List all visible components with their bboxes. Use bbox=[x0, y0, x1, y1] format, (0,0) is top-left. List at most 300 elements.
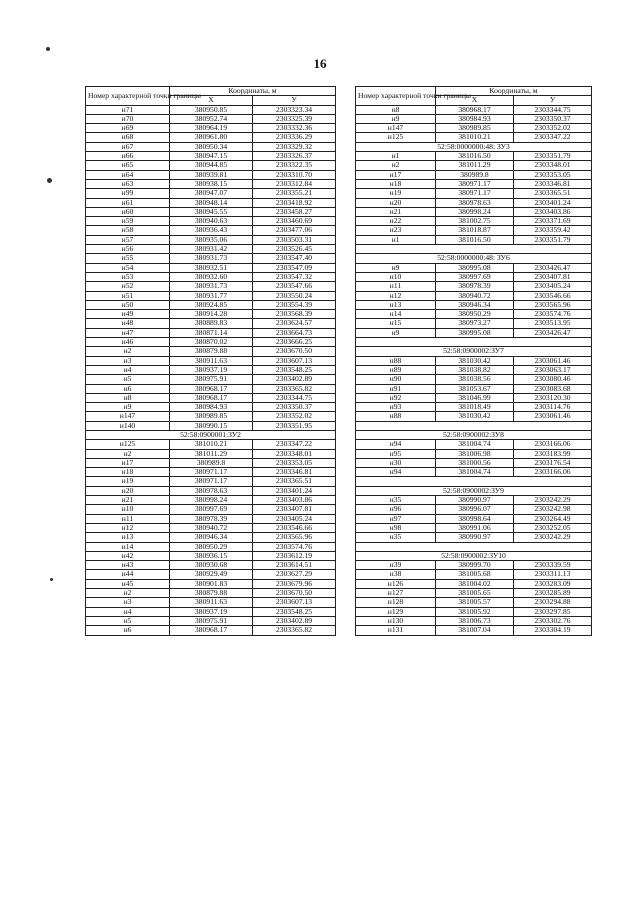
table-row bbox=[86, 282, 336, 291]
x-coord-cell: 380936.43 bbox=[170, 226, 253, 235]
y-coord-cell: 2303365.51 bbox=[514, 189, 592, 198]
x-coord-cell: 381030.42 bbox=[436, 356, 514, 365]
x-coord-cell: 380939.81 bbox=[170, 170, 253, 179]
y-coord-cell: 2303402.89 bbox=[253, 616, 336, 625]
y-coord-cell: 2303336.29 bbox=[253, 133, 336, 142]
scan-speck bbox=[46, 47, 50, 51]
point-id-cell: н45 bbox=[86, 579, 170, 588]
y-coord-cell: 2303061.46 bbox=[514, 412, 592, 421]
point-id-cell: н89 bbox=[356, 365, 436, 374]
x-coord-cell: 380990.97 bbox=[436, 496, 514, 505]
point-id-cell: н13 bbox=[86, 533, 170, 542]
y-coord-cell: 2303348.01 bbox=[514, 161, 592, 170]
y-coord-cell: 2303344.75 bbox=[253, 393, 336, 402]
x-coord-cell: 381004.74 bbox=[436, 440, 514, 449]
point-id-cell: н60 bbox=[86, 207, 170, 216]
point-id-cell: н126 bbox=[356, 579, 436, 588]
header-y-label: У bbox=[253, 96, 336, 105]
table-row bbox=[86, 449, 336, 458]
y-coord-cell: 2303322.35 bbox=[253, 161, 336, 170]
x-coord-cell: 381006.98 bbox=[436, 449, 514, 458]
y-coord-cell: 2303114.76 bbox=[514, 403, 592, 412]
x-coord-cell: 381053.67 bbox=[436, 384, 514, 393]
x-coord-cell: 380971.17 bbox=[170, 477, 253, 486]
point-id-cell: н91 bbox=[356, 384, 436, 393]
x-coord-cell: 380978.39 bbox=[436, 282, 514, 291]
x-coord-cell: 380936.15 bbox=[170, 551, 253, 560]
x-coord-cell: 380990.97 bbox=[436, 533, 514, 542]
point-id-cell: н18 bbox=[86, 468, 170, 477]
point-id-cell: н90 bbox=[356, 375, 436, 384]
y-coord-cell: 2303350.37 bbox=[253, 403, 336, 412]
y-coord-cell: 2303371.69 bbox=[514, 217, 592, 226]
table-row bbox=[86, 626, 336, 635]
y-coord-cell: 2303403.86 bbox=[253, 496, 336, 505]
x-coord-cell: 380975.91 bbox=[170, 375, 253, 384]
point-id-cell: н2 bbox=[86, 449, 170, 458]
x-coord-cell: 380911.63 bbox=[170, 356, 253, 365]
x-coord-cell: 380961.80 bbox=[170, 133, 253, 142]
scan-speck bbox=[47, 178, 52, 183]
point-id-cell: н2 bbox=[86, 589, 170, 598]
y-coord-cell: 2303418.92 bbox=[253, 198, 336, 207]
header-point-label: Номер характерной точки границы bbox=[356, 87, 436, 106]
x-coord-cell: 381018.49 bbox=[436, 403, 514, 412]
point-id-cell: н52 bbox=[86, 282, 170, 291]
point-id-cell: н127 bbox=[356, 589, 436, 598]
y-coord-cell: 2303547.09 bbox=[253, 263, 336, 272]
y-coord-cell: 2303526.45 bbox=[253, 245, 336, 254]
x-coord-cell: 380989.8 bbox=[436, 170, 514, 179]
blank-cell bbox=[356, 477, 592, 486]
y-coord-cell: 2303310.70 bbox=[253, 170, 336, 179]
table-row bbox=[356, 291, 592, 300]
point-id-cell: н95 bbox=[356, 449, 436, 458]
y-coord-cell: 2303574.76 bbox=[253, 542, 336, 551]
y-coord-cell: 2303352.02 bbox=[253, 412, 336, 421]
x-coord-cell: 381000.56 bbox=[436, 458, 514, 467]
table-row bbox=[86, 198, 336, 207]
point-id-cell: н96 bbox=[356, 505, 436, 514]
x-coord-cell: 381046.99 bbox=[436, 393, 514, 402]
point-id-cell: н9 bbox=[86, 403, 170, 412]
point-id-cell: н12 bbox=[356, 291, 436, 300]
table-row bbox=[356, 319, 592, 328]
point-id-cell: н88 bbox=[356, 356, 436, 365]
point-id-cell: н20 bbox=[86, 486, 170, 495]
point-id-cell: н66 bbox=[86, 152, 170, 161]
table-row bbox=[356, 626, 592, 635]
point-id-cell: н97 bbox=[356, 514, 436, 523]
point-id-cell: н8 bbox=[356, 105, 436, 114]
point-id-cell: н22 bbox=[356, 217, 436, 226]
x-coord-cell: 381005.57 bbox=[436, 598, 514, 607]
y-coord-cell: 2303554.39 bbox=[253, 300, 336, 309]
point-id-cell: н4 bbox=[86, 607, 170, 616]
y-coord-cell: 2303285.89 bbox=[514, 589, 592, 598]
x-coord-cell: 380978.63 bbox=[170, 486, 253, 495]
y-coord-cell: 2303297.85 bbox=[514, 607, 592, 616]
x-coord-cell: 380950.29 bbox=[436, 310, 514, 319]
point-id-cell: н51 bbox=[86, 291, 170, 300]
y-coord-cell: 2303283.09 bbox=[514, 579, 592, 588]
x-coord-cell: 381005.68 bbox=[436, 570, 514, 579]
y-coord-cell: 2303624.57 bbox=[253, 319, 336, 328]
point-id-cell: н129 bbox=[356, 607, 436, 616]
table-row bbox=[356, 161, 592, 170]
coordinates-table-left bbox=[85, 86, 336, 636]
point-id-cell: н46 bbox=[86, 338, 170, 347]
y-coord-cell: 2303264.49 bbox=[514, 514, 592, 523]
y-coord-cell: 2303166.06 bbox=[514, 468, 592, 477]
table-row bbox=[86, 598, 336, 607]
point-id-cell: н130 bbox=[356, 616, 436, 625]
table-row bbox=[86, 161, 336, 170]
table-row bbox=[356, 598, 592, 607]
x-coord-cell: 380931.73 bbox=[170, 254, 253, 263]
x-coord-cell: 380924.85 bbox=[170, 300, 253, 309]
y-coord-cell: 2303403.86 bbox=[514, 207, 592, 216]
x-coord-cell: 380947.15 bbox=[170, 152, 253, 161]
y-coord-cell: 2303546.66 bbox=[253, 523, 336, 532]
y-coord-cell: 2303550.24 bbox=[253, 291, 336, 300]
table-row bbox=[86, 477, 336, 486]
y-coord-cell: 2303574.76 bbox=[514, 310, 592, 319]
x-coord-cell: 380944.85 bbox=[170, 161, 253, 170]
x-coord-cell: 380984.93 bbox=[170, 403, 253, 412]
y-coord-cell: 2303547.66 bbox=[253, 282, 336, 291]
point-id-cell: н49 bbox=[86, 310, 170, 319]
x-coord-cell: 380948.14 bbox=[170, 198, 253, 207]
table-row bbox=[356, 570, 592, 579]
x-coord-cell: 381038.82 bbox=[436, 365, 514, 374]
x-coord-cell: 381002.75 bbox=[436, 217, 514, 226]
table-row bbox=[86, 291, 336, 300]
x-coord-cell: 380975.91 bbox=[170, 616, 253, 625]
point-id-cell: н30 bbox=[356, 458, 436, 467]
y-coord-cell: 2303323.34 bbox=[253, 105, 336, 114]
page-number: 16 bbox=[313, 56, 327, 71]
table-row bbox=[86, 133, 336, 142]
y-coord-cell: 2303304.19 bbox=[514, 626, 592, 635]
y-coord-cell: 2303614.51 bbox=[253, 561, 336, 570]
point-id-cell: н21 bbox=[86, 496, 170, 505]
point-id-cell: н61 bbox=[86, 198, 170, 207]
table-row bbox=[86, 189, 336, 198]
y-coord-cell: 2303607.13 bbox=[253, 356, 336, 365]
point-id-cell: н14 bbox=[356, 310, 436, 319]
point-id-cell: н43 bbox=[86, 561, 170, 570]
x-coord-cell: 380932.60 bbox=[170, 272, 253, 281]
x-coord-cell: 381016.50 bbox=[436, 152, 514, 161]
x-coord-cell: 380870.02 bbox=[170, 338, 253, 347]
point-id-cell: н58 bbox=[86, 226, 170, 235]
point-id-cell: н35 bbox=[356, 533, 436, 542]
y-coord-cell: 2303460.69 bbox=[253, 217, 336, 226]
table-row bbox=[86, 440, 336, 449]
y-coord-cell: 2303346.81 bbox=[253, 468, 336, 477]
x-coord-cell: 380932.51 bbox=[170, 263, 253, 272]
y-coord-cell: 2303402.89 bbox=[253, 375, 336, 384]
table-row bbox=[86, 533, 336, 542]
point-id-cell: н64 bbox=[86, 170, 170, 179]
x-coord-cell: 380997.69 bbox=[436, 272, 514, 281]
table-row bbox=[356, 189, 592, 198]
point-id-cell: н88 bbox=[356, 412, 436, 421]
point-id-cell: н63 bbox=[86, 179, 170, 188]
section-label: 52:58:0900001:ЗУ2 bbox=[86, 430, 336, 439]
table-row bbox=[356, 384, 592, 393]
point-id-cell: н11 bbox=[86, 514, 170, 523]
x-coord-cell: 380931.73 bbox=[170, 282, 253, 291]
table-row bbox=[356, 282, 592, 291]
x-coord-cell: 380929.49 bbox=[170, 570, 253, 579]
x-coord-cell: 380998.24 bbox=[436, 207, 514, 216]
y-coord-cell: 2303607.13 bbox=[253, 598, 336, 607]
header-x-label: X bbox=[436, 96, 514, 105]
y-coord-cell: 2303405.24 bbox=[514, 282, 592, 291]
y-coord-cell: 2303401.24 bbox=[253, 486, 336, 495]
x-coord-cell: 381007.04 bbox=[436, 626, 514, 635]
table-row bbox=[86, 570, 336, 579]
table-row bbox=[356, 440, 592, 449]
y-coord-cell: 2303311.13 bbox=[514, 570, 592, 579]
y-coord-cell: 2303339.59 bbox=[514, 561, 592, 570]
point-id-cell: н48 bbox=[86, 319, 170, 328]
x-coord-cell: 380935.06 bbox=[170, 235, 253, 244]
point-id-cell: н6 bbox=[86, 626, 170, 635]
x-coord-cell: 380946.34 bbox=[436, 300, 514, 309]
coordinates-table-right bbox=[355, 86, 592, 636]
x-coord-cell: 380930.68 bbox=[170, 561, 253, 570]
point-id-cell: н35 bbox=[356, 496, 436, 505]
y-coord-cell: 2303061.46 bbox=[514, 356, 592, 365]
y-coord-cell: 2303513.95 bbox=[514, 319, 592, 328]
point-id-cell: н42 bbox=[86, 551, 170, 560]
y-coord-cell: 2303426.47 bbox=[514, 328, 592, 337]
x-coord-cell: 380937.19 bbox=[170, 607, 253, 616]
point-id-cell: н1 bbox=[356, 235, 436, 244]
point-id-cell: н71 bbox=[86, 105, 170, 114]
y-coord-cell: 2303242.29 bbox=[514, 496, 592, 505]
point-id-cell: н69 bbox=[86, 124, 170, 133]
point-id-cell: н99 bbox=[86, 189, 170, 198]
point-id-cell: н55 bbox=[86, 254, 170, 263]
table-row bbox=[356, 133, 592, 142]
x-coord-cell: 381004.02 bbox=[436, 579, 514, 588]
point-id-cell: н94 bbox=[356, 468, 436, 477]
y-coord-cell: 2303407.81 bbox=[253, 505, 336, 514]
point-id-cell: н3 bbox=[86, 356, 170, 365]
y-coord-cell: 2303294.88 bbox=[514, 598, 592, 607]
point-id-cell: н128 bbox=[356, 598, 436, 607]
header-point-label: Номер характерной точки границы bbox=[86, 87, 170, 106]
point-id-cell: н17 bbox=[86, 458, 170, 467]
x-coord-cell: 380964.19 bbox=[170, 124, 253, 133]
point-id-cell: н65 bbox=[86, 161, 170, 170]
x-coord-cell: 380950.29 bbox=[170, 542, 253, 551]
y-coord-cell: 2303346.81 bbox=[514, 179, 592, 188]
x-coord-cell: 380996.07 bbox=[436, 505, 514, 514]
x-coord-cell: 380879.88 bbox=[170, 589, 253, 598]
table-row bbox=[356, 356, 592, 365]
table-row bbox=[356, 375, 592, 384]
y-coord-cell: 2303353.05 bbox=[253, 458, 336, 467]
x-coord-cell: 381004.74 bbox=[436, 468, 514, 477]
point-id-cell: н131 bbox=[356, 626, 436, 635]
y-coord-cell: 2303176.54 bbox=[514, 458, 592, 467]
y-coord-cell: 2303405.24 bbox=[253, 514, 336, 523]
x-coord-cell: 380889.83 bbox=[170, 319, 253, 328]
section-row bbox=[356, 347, 592, 356]
scan-speck bbox=[50, 578, 53, 581]
point-id-cell: н13 bbox=[356, 300, 436, 309]
table-row bbox=[356, 226, 592, 235]
point-id-cell: н98 bbox=[356, 523, 436, 532]
x-coord-cell: 380950.85 bbox=[170, 105, 253, 114]
y-coord-cell: 2303666.25 bbox=[253, 338, 336, 347]
y-coord-cell: 2303548.25 bbox=[253, 607, 336, 616]
point-id-cell: н2 bbox=[86, 347, 170, 356]
y-coord-cell: 2303547.32 bbox=[253, 272, 336, 281]
y-coord-cell: 2303351.95 bbox=[253, 421, 336, 430]
point-id-cell: н19 bbox=[356, 189, 436, 198]
x-coord-cell: 380989.85 bbox=[436, 124, 514, 133]
x-coord-cell: 380940.72 bbox=[436, 291, 514, 300]
y-coord-cell: 2303166.06 bbox=[514, 440, 592, 449]
x-coord-cell: 381005.65 bbox=[436, 589, 514, 598]
point-id-cell: н140 bbox=[86, 421, 170, 430]
y-coord-cell: 2303347.22 bbox=[514, 133, 592, 142]
y-coord-cell: 2303407.81 bbox=[514, 272, 592, 281]
table-row bbox=[356, 505, 592, 514]
point-id-cell: н17 bbox=[356, 170, 436, 179]
y-coord-cell: 2303565.96 bbox=[514, 300, 592, 309]
x-coord-cell: 381005.92 bbox=[436, 607, 514, 616]
point-id-cell: н10 bbox=[86, 505, 170, 514]
table-row bbox=[356, 198, 592, 207]
blank-cell bbox=[356, 542, 592, 551]
point-id-cell: н47 bbox=[86, 328, 170, 337]
y-coord-cell: 2303325.39 bbox=[253, 114, 336, 123]
section-label: 52:58:0000000:48: ЗУ6 bbox=[356, 254, 592, 263]
y-coord-cell: 2303350.37 bbox=[514, 114, 592, 123]
table-row bbox=[356, 533, 592, 542]
point-id-cell: н4 bbox=[86, 365, 170, 374]
y-coord-cell: 2303546.66 bbox=[514, 291, 592, 300]
y-coord-cell: 2303612.19 bbox=[253, 551, 336, 560]
point-id-cell: н5 bbox=[86, 616, 170, 625]
header-coords-label: Координаты, м bbox=[170, 87, 336, 96]
table-row bbox=[356, 468, 592, 477]
point-id-cell: н15 bbox=[356, 319, 436, 328]
blank-row bbox=[356, 477, 592, 486]
table-row bbox=[356, 449, 592, 458]
y-coord-cell: 2303120.30 bbox=[514, 393, 592, 402]
y-coord-cell: 2303326.37 bbox=[253, 152, 336, 161]
x-coord-cell: 380991.06 bbox=[436, 523, 514, 532]
table-row bbox=[356, 412, 592, 421]
point-id-cell: н9 bbox=[356, 328, 436, 337]
x-coord-cell: 380938.15 bbox=[170, 179, 253, 188]
x-coord-cell: 380971.17 bbox=[170, 468, 253, 477]
table-row bbox=[86, 542, 336, 551]
y-coord-cell: 2303670.50 bbox=[253, 347, 336, 356]
y-coord-cell: 2303329.32 bbox=[253, 142, 336, 151]
table-row bbox=[86, 384, 336, 393]
x-coord-cell: 380971.17 bbox=[436, 179, 514, 188]
x-coord-cell: 380999.70 bbox=[436, 561, 514, 570]
point-id-cell: н67 bbox=[86, 142, 170, 151]
point-id-cell: н2 bbox=[356, 161, 436, 170]
x-coord-cell: 381010.21 bbox=[436, 133, 514, 142]
x-coord-cell: 380973.27 bbox=[436, 319, 514, 328]
x-coord-cell: 380947.07 bbox=[170, 189, 253, 198]
y-coord-cell: 2303242.29 bbox=[514, 533, 592, 542]
table-row bbox=[86, 254, 336, 263]
y-coord-cell: 2303365.51 bbox=[253, 477, 336, 486]
table-row bbox=[356, 235, 592, 244]
table-row bbox=[86, 356, 336, 365]
table-row bbox=[86, 105, 336, 114]
x-coord-cell: 380971.17 bbox=[436, 189, 514, 198]
y-coord-cell: 2303353.05 bbox=[514, 170, 592, 179]
y-coord-cell: 2303359.42 bbox=[514, 226, 592, 235]
x-coord-cell: 380937.19 bbox=[170, 365, 253, 374]
y-coord-cell: 2303344.75 bbox=[514, 105, 592, 114]
y-coord-cell: 2303679.96 bbox=[253, 579, 336, 588]
y-coord-cell: 2303548.25 bbox=[253, 365, 336, 374]
table-row bbox=[86, 319, 336, 328]
y-coord-cell: 2303568.39 bbox=[253, 310, 336, 319]
x-coord-cell: 380901.83 bbox=[170, 579, 253, 588]
point-id-cell: н3 bbox=[86, 598, 170, 607]
y-coord-cell: 2303063.17 bbox=[514, 365, 592, 374]
x-coord-cell: 381038.56 bbox=[436, 375, 514, 384]
x-coord-cell: 380940.63 bbox=[170, 217, 253, 226]
y-coord-cell: 2303401.24 bbox=[514, 198, 592, 207]
point-id-cell: н23 bbox=[356, 226, 436, 235]
y-coord-cell: 2303627.29 bbox=[253, 570, 336, 579]
table-row bbox=[86, 505, 336, 514]
table-row bbox=[86, 226, 336, 235]
point-id-cell: н39 bbox=[356, 561, 436, 570]
x-coord-cell: 380931.42 bbox=[170, 245, 253, 254]
point-id-cell: н54 bbox=[86, 263, 170, 272]
x-coord-cell: 381010.21 bbox=[170, 440, 253, 449]
section-label: 52:58:0000000:48: ЗУ3 bbox=[356, 142, 592, 151]
section-label: 52:58:0900002:ЗУ10 bbox=[356, 551, 592, 560]
y-coord-cell: 2303365.82 bbox=[253, 384, 336, 393]
point-id-cell: н57 bbox=[86, 235, 170, 244]
x-coord-cell: 381006.73 bbox=[436, 616, 514, 625]
x-coord-cell: 380946.34 bbox=[170, 533, 253, 542]
y-coord-cell: 2303351.79 bbox=[514, 235, 592, 244]
y-coord-cell: 2303503.31 bbox=[253, 235, 336, 244]
x-coord-cell: 380952.74 bbox=[170, 114, 253, 123]
table-row bbox=[86, 375, 336, 384]
y-coord-cell: 2303351.79 bbox=[514, 152, 592, 161]
point-id-cell: н6 bbox=[86, 384, 170, 393]
x-coord-cell: 380978.39 bbox=[170, 514, 253, 523]
coordinates-table-body bbox=[356, 105, 592, 635]
point-id-cell: н70 bbox=[86, 114, 170, 123]
point-id-cell: н68 bbox=[86, 133, 170, 142]
point-id-cell: н56 bbox=[86, 245, 170, 254]
x-coord-cell: 380968.17 bbox=[170, 393, 253, 402]
x-coord-cell: 381011.29 bbox=[170, 449, 253, 458]
point-id-cell: н5 bbox=[86, 375, 170, 384]
